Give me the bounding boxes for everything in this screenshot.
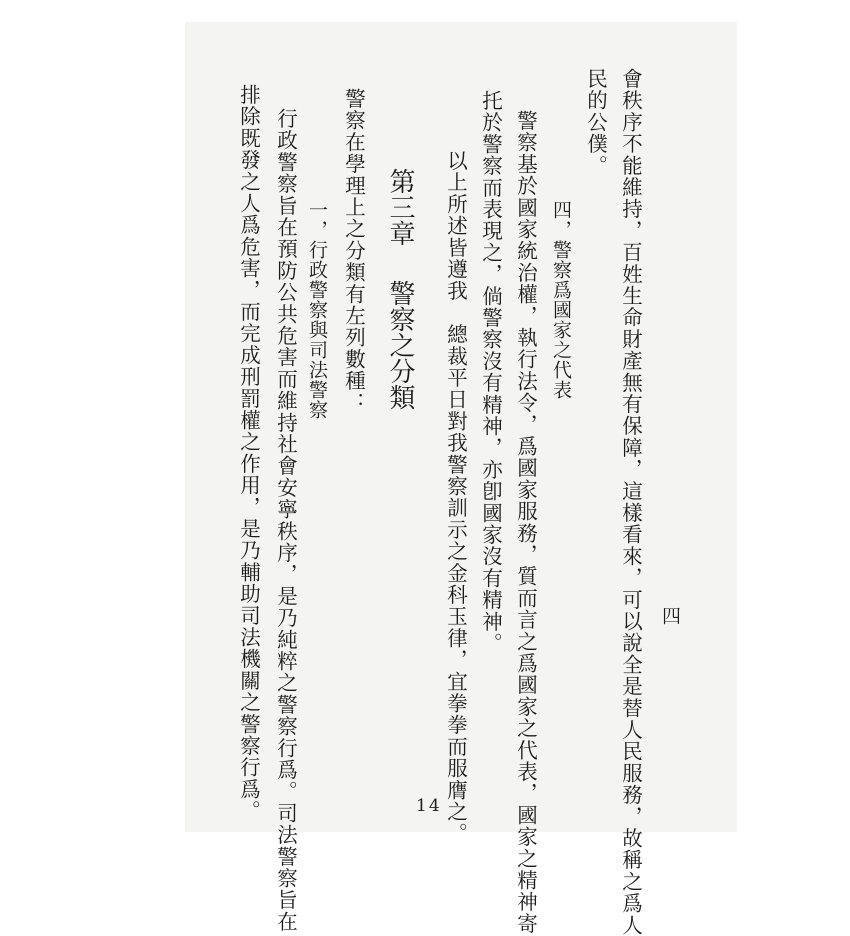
- text-column-8: 排除既發之人爲危害，而完成刑罰權之作用，是乃輔助司法機關之警察行爲。: [236, 84, 261, 822]
- chapter-title: 警察之分類: [385, 280, 415, 410]
- text-column-3: 警察基於國家統治權，執行法令，爲國家服務，質而言之爲國家之代表，國家之精神寄: [513, 110, 538, 935]
- section-marker: 四: [659, 606, 681, 625]
- section-heading-4: 四，警察爲國家之代表: [550, 200, 572, 400]
- chapter-number: 第三章: [385, 168, 415, 246]
- subsection-heading-1: 一，行政警察與司法警察: [306, 200, 328, 420]
- text-column-1: 會秩序不能維持，百姓生命財產無有保障，這樣看來，可以說全是替人民服務，故稱之爲人: [618, 68, 643, 936]
- text-column-4: 托於警察而表現之，倘警察沒有精神，亦卽國家沒有精神。: [478, 90, 503, 655]
- text-column-2: 民的公僕。: [583, 68, 608, 177]
- text-column-5: 以上所述皆遵我 總裁平日對我警察訓示之金科玉律，宜拳拳而服膺之。: [443, 150, 468, 845]
- page-number: 14: [416, 796, 442, 816]
- text-column-7: 行政警察旨在預防公共危害而維持社會安寧秩序，是乃純粹之警察行爲。司法警察旨在: [273, 108, 298, 933]
- chapter-heading: [387, 168, 413, 410]
- text-column-6: 警察在學理上之分類有左列數種：: [341, 88, 366, 414]
